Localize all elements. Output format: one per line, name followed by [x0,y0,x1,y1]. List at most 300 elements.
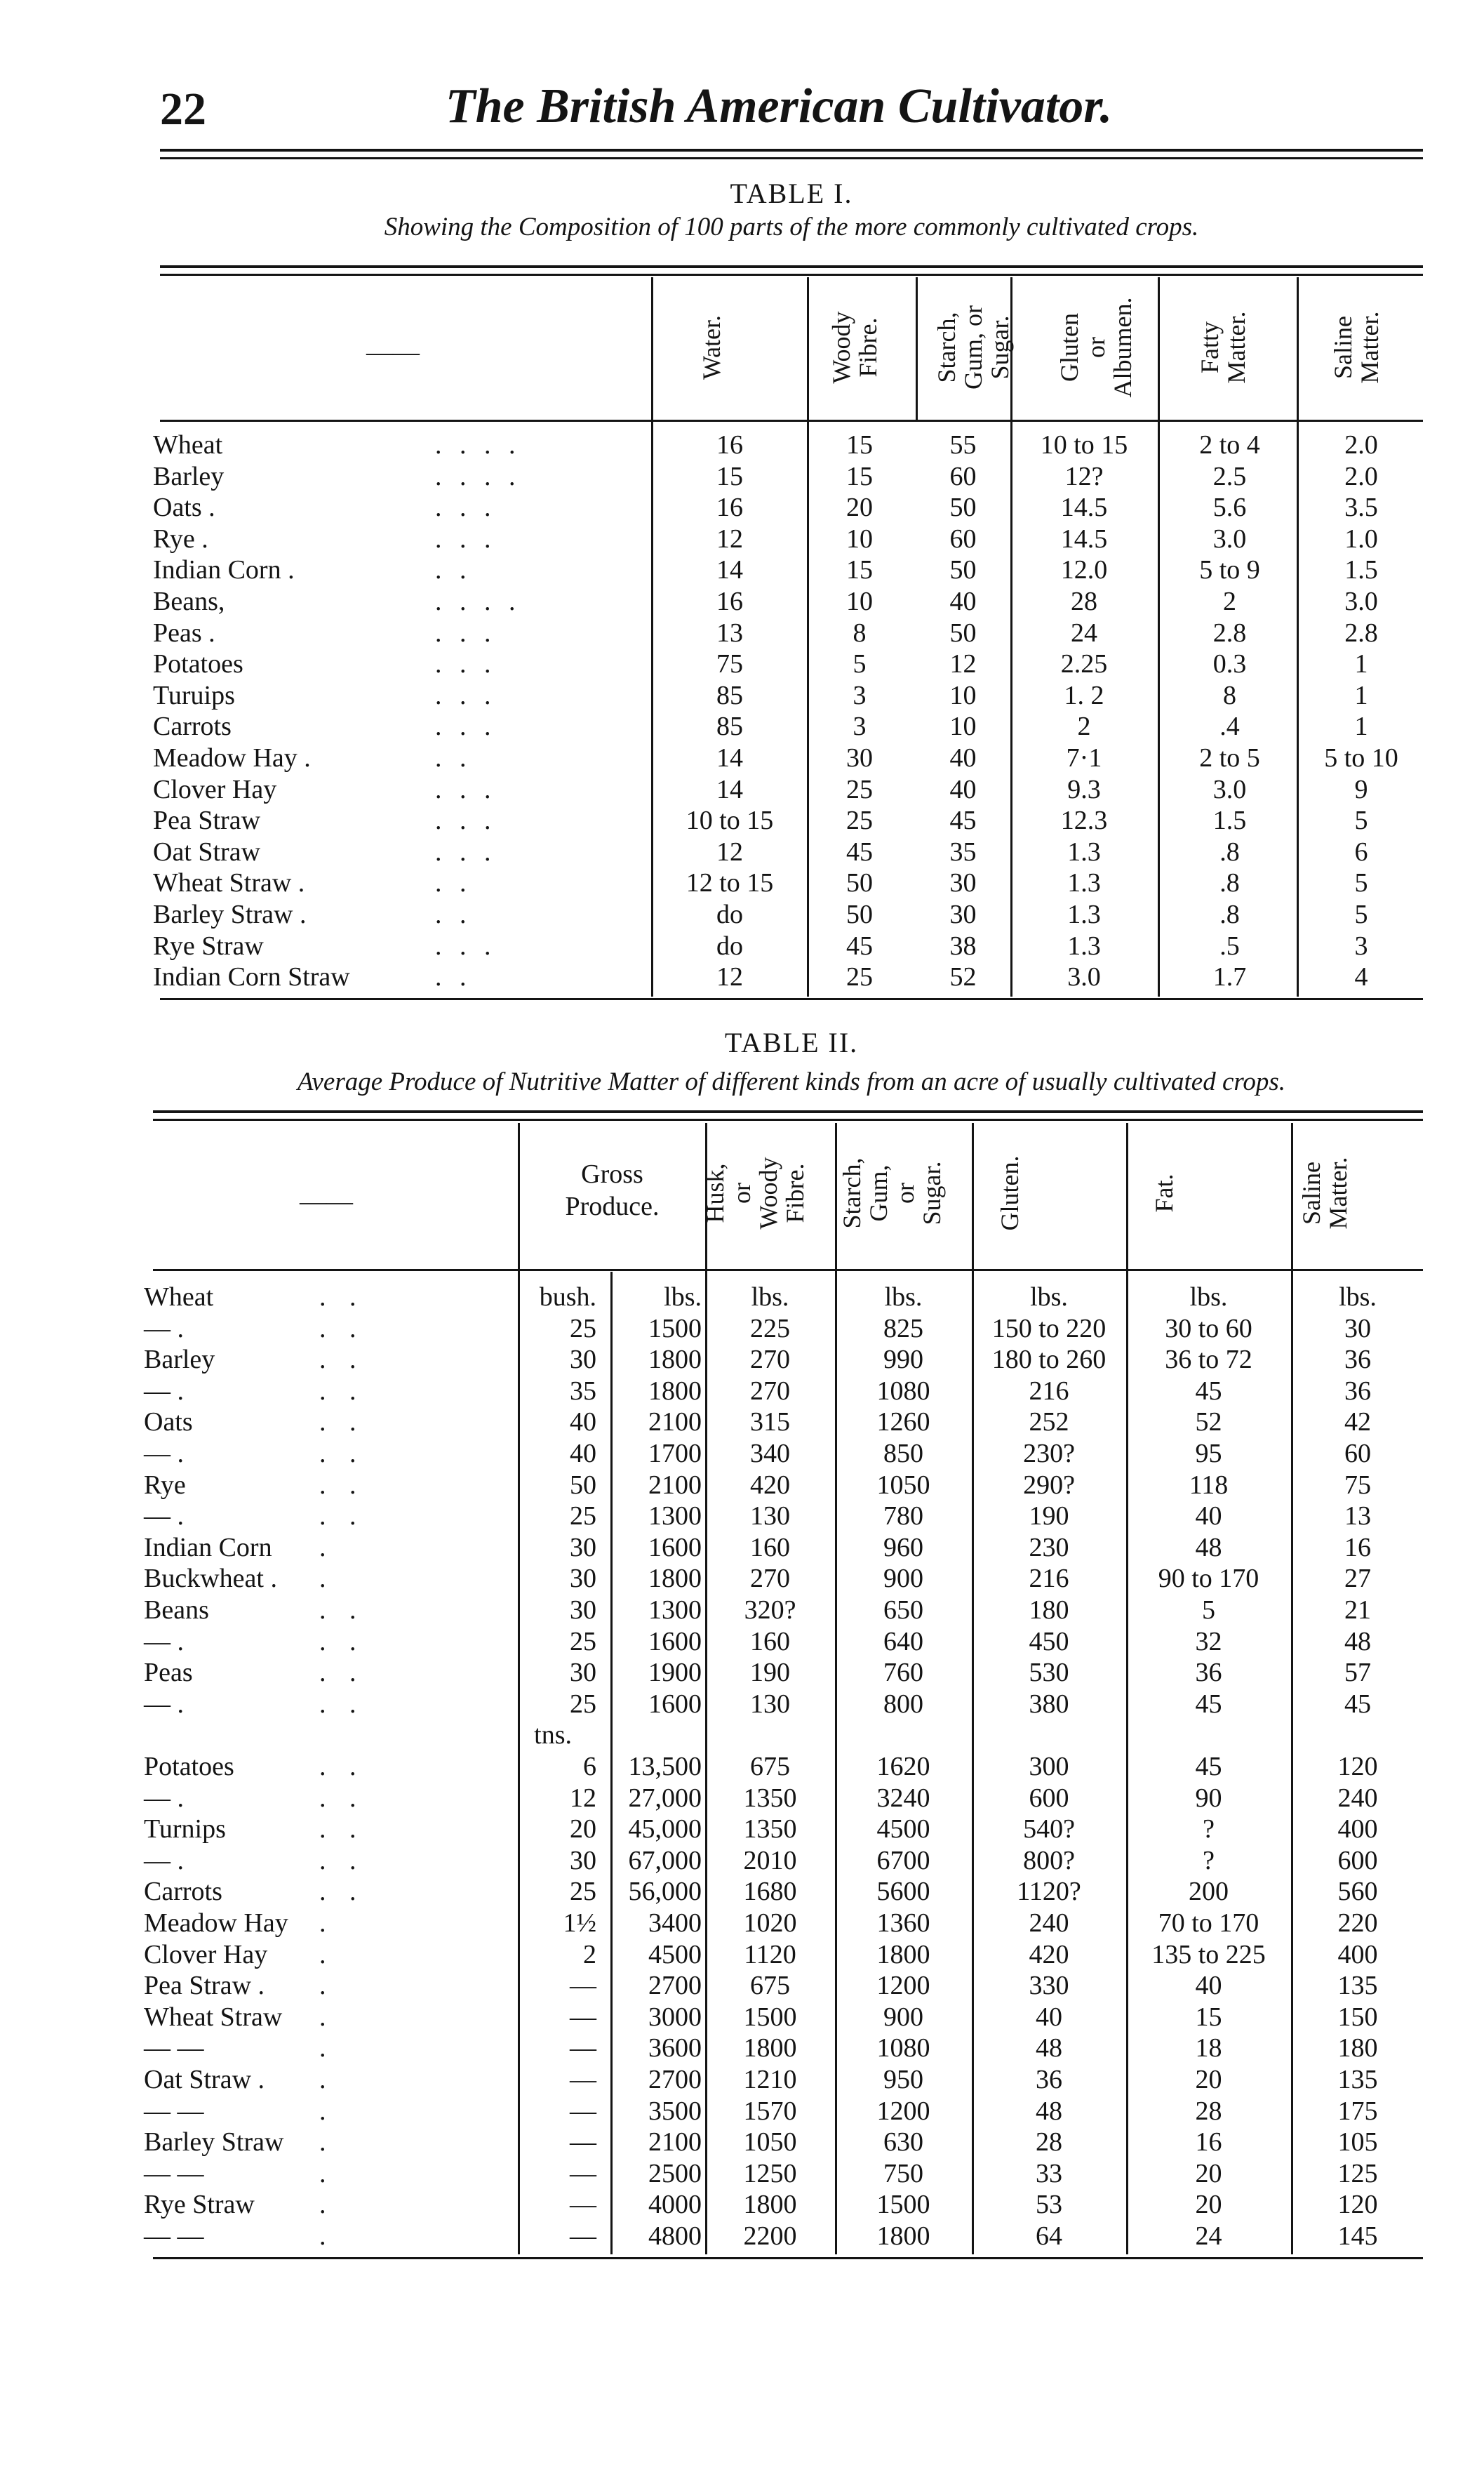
table2-crop-name: — . [144,1689,184,1719]
table2-cell-starch: 900 [883,1564,923,1594]
table1-row-dots: . . . [435,493,497,523]
page-number: 22 [160,84,206,135]
table2-row-dots: . [319,2127,335,2157]
table2-cell-starch: 630 [883,2127,923,2157]
table2-cell-starch: 6700 [876,1845,930,1875]
table1-cell-gluten: 24 [1071,618,1097,648]
table2-row-dots: . . [319,1345,365,1375]
table1-cell-saline: 2.0 [1344,430,1378,460]
table2-row-dots: . . [319,1752,365,1781]
table1-col-header: Gluten or Albumen. [1055,297,1137,398]
table2-crop-name: Clover Hay [144,1939,268,1969]
table2-cell-saline: 48 [1344,1626,1371,1656]
table1-row-dots: . . . [435,806,497,836]
table1-cell-water: 12 [716,524,743,554]
table2-cell-starch: 960 [883,1532,923,1562]
table1-cell-gluten: 2.25 [1060,649,1108,679]
table2-crop-name: — . [144,1845,184,1875]
table1-cell-saline: 6 [1354,837,1368,867]
table2-cell-gross: 4800 [648,2221,702,2251]
table2-cell-gluten: 230 [1029,1532,1069,1562]
table2-cell-husk: 420 [750,1470,790,1500]
table1-cell-gluten: 1. 2 [1064,680,1104,710]
table2-row-dots: . . [319,1407,365,1437]
table2-cell-gluten: 290? [1023,1470,1075,1500]
table2-cell-fat: 118 [1189,1470,1229,1500]
table2-cell-qty: 30 [570,1595,596,1625]
table2-cell-saline: 220 [1337,1908,1378,1938]
table2-cell-husk: 1050 [743,2127,797,2157]
table2-col-rule [1291,1123,1293,2254]
table1-row-dots: . . . [435,680,497,710]
table2-cell-husk: 320? [744,1595,796,1625]
table2-crop-name: — . [144,1376,184,1406]
table2-cell-fat: 40 [1195,1501,1222,1531]
table2-cell-qty: 30 [570,1658,596,1688]
table1-cell-fibre: 45 [846,931,873,961]
table1-crop-name: Indian Corn . [153,555,295,585]
table2-col-header: Starch, Gum, or Sugar. [838,1157,946,1229]
table2-cell-saline: 13 [1344,1501,1371,1531]
table2-cell-gross: 4500 [648,1939,702,1969]
table2-cell-gluten: 40 [1036,2002,1062,2032]
table2-cell-gluten: 420 [1029,1939,1069,1969]
table1-cell-fibre: 15 [846,555,873,585]
table1-row-dots: . . [435,900,472,929]
table2-cell-qty: 30 [570,1345,596,1375]
table2-cell-fat: 20 [1195,2158,1222,2188]
table2-cell-gluten: 190 [1029,1501,1069,1531]
table2-cell-husk: 190 [750,1658,790,1688]
table1-cell-fibre: 10 [846,524,873,554]
table2-unit-saline: lbs. [1339,1282,1377,1312]
table2-unit-starch: lbs. [884,1282,923,1312]
table2-cell-qty: — [570,1971,596,2001]
table2-row-dots: . . [319,1282,365,1312]
table2-unit-gross: lbs. [664,1282,702,1312]
table2-col-rule [835,1123,837,2254]
page-title: The British American Cultivator. [445,79,1113,133]
table2-cell-fat: 45 [1195,1376,1222,1406]
table2-crop-name: Barley [144,1345,215,1375]
table1-cell-gluten: 12.3 [1060,806,1108,836]
table1-row-dots: . . . . [435,430,521,460]
table2-crop-name: — . [144,1439,184,1468]
table2-cell-saline: 240 [1337,1783,1378,1813]
table2-cell-husk: 225 [750,1313,790,1343]
table1-cell-fat: 3.0 [1212,524,1247,554]
table2-crop-name: Rye [144,1470,186,1500]
table1-cell-gluten: 9.3 [1067,774,1101,804]
table1-crop-name: Carrots [153,712,232,742]
table2-crop-name: — — [144,2096,204,2126]
table2-cell-gross: 2700 [648,1971,702,2001]
table1-cell-gluten: 7·1 [1066,743,1102,773]
table2-cell-starch: 1500 [876,2190,930,2220]
table1-row-dots: . . . . [435,461,521,491]
table1-cell-water: 12 [716,962,743,992]
table2-cell-saline: 60 [1344,1439,1371,1468]
table1-cell-starch: 50 [949,555,977,585]
table1-crop-name: Turuips [153,680,235,710]
table2-crop-name: Turnips [144,1814,226,1844]
table2-cell-starch: 5600 [876,1877,930,1907]
table2-cell-saline: 16 [1344,1532,1371,1562]
table2-crop-name: — — [144,2033,204,2063]
table1-cell-fat: 5.6 [1212,493,1247,523]
table2-cell-gross: 27,000 [628,1783,702,1813]
table2-cell-qty: 2 [583,1939,596,1969]
table2-cell-gross: 1800 [648,1376,702,1406]
table2-cell-gross: 1600 [648,1689,702,1719]
table1-cell-starch: 30 [949,900,977,929]
table2-cell-qty: 30 [570,1845,596,1875]
table2-cell-fat: 90 [1195,1783,1222,1813]
table2-row-dots: . [319,1564,335,1594]
table2-cell-saline: 45 [1344,1689,1371,1719]
table1-cell-starch: 40 [949,743,977,773]
table2-cell-gluten: 600 [1029,1783,1069,1813]
table2-cell-saline: 36 [1344,1376,1371,1406]
table2-cell-gross: 1700 [648,1439,702,1468]
table2-cell-husk: 2200 [743,2221,797,2251]
table2-cell-gross: 3400 [648,1908,702,1938]
table1-cell-starch: 50 [949,493,977,523]
table1-row-dots: . . . [435,837,497,867]
table1-cell-fibre: 10 [846,587,873,616]
table2-cell-starch: 750 [883,2158,923,2188]
table1-cell-gluten: 28 [1071,587,1097,616]
table2-row-dots: . . [319,1439,365,1468]
table2-cell-gluten: 53 [1036,2190,1062,2220]
table2-cell-husk: 1350 [743,1814,797,1844]
table1-row-dots: . . . [435,931,497,961]
table2-cell-qty: 40 [570,1407,596,1437]
table1-cell-fibre: 45 [846,837,873,867]
table2-cell-fat: 28 [1195,2096,1222,2126]
table1-crop-name: Potatoes [153,649,243,679]
table2-cell-husk: 1020 [743,1908,797,1938]
table1-cell-fat: 8 [1223,680,1236,710]
table1-cell-saline: 5 [1354,900,1368,929]
table2-cell-saline: 120 [1337,1752,1378,1781]
table1-cell-saline: 3.0 [1344,587,1378,616]
table1-crop-name: Clover Hay [153,774,277,804]
table1-cell-saline: 1 [1354,712,1368,742]
table2-crop-name: Beans [144,1595,209,1625]
table1-header-rule [160,420,1423,422]
table2-cell-starch: 1620 [876,1752,930,1781]
table2-row-dots: . [319,2190,335,2220]
table2-top-rule [153,1110,1423,1113]
table1-cell-fibre: 5 [853,649,867,679]
table2-cell-gross: 3600 [648,2033,702,2063]
table2-cell-gross: 56,000 [628,1877,702,1907]
table1-cell-water: 10 to 15 [686,806,774,836]
table1-cell-fat: 1.7 [1212,962,1247,992]
table2-cell-husk: 1120 [744,1939,796,1969]
table2-cell-gross: 13,500 [628,1752,702,1781]
table2-unit-fat: lbs. [1189,1282,1228,1312]
table1-cell-starch: 60 [949,524,977,554]
table2-cell-gluten: 216 [1029,1376,1069,1406]
table2-col-rule [518,1123,520,2254]
table2-cell-starch: 4500 [876,1814,930,1844]
table1-cell-starch: 60 [949,461,977,491]
table2-crop-name: Oat Straw . [144,2065,265,2094]
table2-cell-husk: 1210 [743,2065,797,2094]
table2-cell-qty: 30 [570,1532,596,1562]
table1-cell-water: 14 [716,743,743,773]
table2-row-dots: . . [319,1595,365,1625]
table2-cell-gluten: 180 [1029,1595,1069,1625]
table2-cell-gluten: 530 [1029,1658,1069,1688]
table2-cell-husk: 270 [750,1564,790,1594]
table2-cell-qty: — [570,2002,596,2032]
table1-cell-fat: 1.5 [1212,806,1247,836]
table2-crop-name: — . [144,1501,184,1531]
table1-caption: TABLE I. [730,178,853,209]
table2-cell-gross: 1300 [648,1501,702,1531]
table2-crop-name: — . [144,1783,184,1813]
table1-cell-water: 16 [716,430,743,460]
table2-row-dots: . . [319,1313,365,1343]
table2-cell-husk: 1800 [743,2033,797,2063]
table2-unit-gluten: lbs. [1030,1282,1068,1312]
table1-cell-fat: .8 [1219,837,1240,867]
table1-cell-fat: .4 [1219,712,1240,742]
table1-cell-water: 13 [716,618,743,648]
table2-cell-gross: 4000 [648,2190,702,2220]
table1-cell-fibre: 15 [846,430,873,460]
table2-col-rule [972,1123,974,2254]
table2-cell-starch: 825 [883,1313,923,1343]
table1-col-rule [807,277,809,997]
table2-row-dots: . [319,1939,335,1969]
table2-crop-name: Meadow Hay [144,1908,288,1938]
table2-cell-fat: ? [1203,1814,1215,1844]
table2-cell-saline: 105 [1337,2127,1378,2157]
table1-row-dots: . . . [435,774,497,804]
table2-cell-husk: 130 [750,1501,790,1531]
table1-cell-gluten: 1.3 [1067,837,1101,867]
table2-cell-husk: 1350 [743,1783,797,1813]
table2-cell-gluten: 1120? [1017,1877,1081,1907]
table2-top-rule-2 [153,1119,1423,1121]
table2-stub-header: —— [300,1187,353,1216]
table1-cell-fat: 0.3 [1212,649,1247,679]
table2-cell-fat: 16 [1195,2127,1222,2157]
table1-cell-saline: 1.0 [1344,524,1378,554]
table1-crop-name: Barley [153,461,225,491]
table1-cell-gluten: 14.5 [1060,524,1108,554]
table2-cell-fat: 24 [1195,2221,1222,2251]
table2-row-dots: . . [319,1814,365,1844]
table2-cell-gluten: 48 [1036,2033,1062,2063]
table1-subtitle: Showing the Composition of 100 parts of the more commonly cultivated crops. [384,213,1199,241]
table2-row-dots: . [319,2158,335,2188]
table2-cell-gross: 1800 [648,1345,702,1375]
table1-cell-fat: 2.5 [1212,461,1247,491]
table2-cell-qty: — [570,2096,596,2126]
table2-cell-starch: 1080 [876,1376,930,1406]
table2-cell-fat: 200 [1189,1877,1229,1907]
table1-cell-fibre: 50 [846,900,873,929]
table2-row-dots: . [319,2033,335,2063]
table2-row-dots: . . [319,1783,365,1813]
table2-cell-saline: 125 [1337,2158,1378,2188]
table1-row-dots: . . [435,743,472,773]
table2-cell-gross: 1800 [648,1564,702,1594]
table2-crop-name: — . [144,1313,184,1343]
table2-crop-name: Wheat Straw [144,2002,283,2032]
table1-cell-water: do [716,900,743,929]
table2-cell-qty: — [570,2190,596,2220]
table2-cell-gluten: 450 [1029,1626,1069,1656]
table1-crop-name: Beans, [153,587,225,616]
table2-cell-fat: 135 to 225 [1151,1939,1266,1969]
table2-tons-label: tns. [534,1720,572,1750]
table2-cell-fat: 15 [1195,2002,1222,2032]
table2-cell-saline: 57 [1344,1658,1371,1688]
table1-cell-fat: .8 [1219,868,1240,898]
table2-cell-gluten: 48 [1036,2096,1062,2126]
table2-row-dots: . . [319,1501,365,1531]
table2-cell-starch: 800 [883,1689,923,1719]
table2-cell-qty: 12 [570,1783,596,1813]
table2-cell-starch: 850 [883,1439,923,1468]
table1-crop-name: Rye . [153,524,208,554]
table2-col-rule [610,1272,613,2254]
table2-cell-fat: 90 to 170 [1158,1564,1259,1594]
table2-cell-starch: 1260 [876,1407,930,1437]
table2-cell-qty: 25 [570,1877,596,1907]
table2-cell-husk: 1570 [743,2096,797,2126]
table2-cell-saline: 560 [1337,1877,1378,1907]
table1-col-header: Woody Fibre. [827,311,882,384]
table1-cell-starch: 50 [949,618,977,648]
table2-cell-saline: 120 [1337,2190,1378,2220]
table1-cell-fibre: 25 [846,774,873,804]
table1-cell-water: 14 [716,555,743,585]
table2-cell-gluten: 380 [1029,1689,1069,1719]
table1-cell-fat: 2 to 5 [1199,743,1260,773]
table1-col-rule [1158,277,1160,997]
table2-crop-name: Potatoes [144,1752,234,1781]
table2-cell-gross: 3500 [648,2096,702,2126]
table1-cell-saline: 3.5 [1344,493,1378,523]
table2-cell-fat: 32 [1195,1626,1222,1656]
table1-crop-name: Oat Straw [153,837,261,867]
table2-cell-starch: 1800 [876,1939,930,1969]
table1-row-dots: . . . [435,712,497,742]
table2-col-header: Saline Matter. [1297,1157,1352,1230]
table1-cell-gluten: 3.0 [1067,962,1101,992]
table2-cell-qty: 25 [570,1689,596,1719]
table2-cell-gross: 3000 [648,2002,702,2032]
table2-cell-gross: 1600 [648,1532,702,1562]
table1-row-dots: . . . [435,524,497,554]
table1-cell-starch: 40 [949,587,977,616]
table1-cell-fat: 2.8 [1212,618,1247,648]
table1-cell-fibre: 50 [846,868,873,898]
table2-cell-gluten: 33 [1036,2158,1062,2188]
table1-cell-saline: 5 [1354,806,1368,836]
table1-cell-water: 15 [716,461,743,491]
table2-cell-qty: — [570,2158,596,2188]
table2-cell-fat: 5 [1202,1595,1215,1625]
table1-cell-fibre: 30 [846,743,873,773]
table2-crop-name: — — [144,2221,204,2251]
table1-row-dots: . . . [435,649,497,679]
table2-cell-saline: 42 [1344,1407,1371,1437]
table2-row-dots: . [319,2221,335,2251]
table2-row-dots: . [319,2096,335,2126]
table2-cell-fat: 36 [1195,1658,1222,1688]
table2-cell-fat: 36 to 72 [1165,1345,1252,1375]
table2-cell-gluten: 230? [1023,1439,1075,1468]
table1-cell-fibre: 25 [846,806,873,836]
table1-col-header: Saline Matter. [1329,311,1384,384]
table1-cell-saline: 5 to 10 [1324,743,1398,773]
table1-row-dots: . . [435,962,472,992]
table2-cell-qty: — [570,2127,596,2157]
table2-cell-gross: 2100 [648,2127,702,2157]
table1-cell-saline: 1 [1354,649,1368,679]
table2-row-dots: . [319,1908,335,1938]
table1-cell-water: 12 to 15 [686,868,774,898]
table1-cell-water: 85 [716,680,743,710]
table1-cell-starch: 35 [949,837,977,867]
table1-cell-starch: 10 [949,712,977,742]
table1-crop-name: Wheat Straw . [153,868,305,898]
table1-cell-gluten: 1.3 [1067,931,1101,961]
table2-row-dots: . . [319,1470,365,1500]
table2-cell-starch: 1050 [876,1470,930,1500]
table1-col-header: Water. [697,314,726,380]
table2-cell-qty: 40 [570,1439,596,1468]
table1-top-rule [160,265,1423,268]
table2-cell-starch: 760 [883,1658,923,1688]
table2-cell-saline: 600 [1337,1845,1378,1875]
table2-crop-name: Oats [144,1407,193,1437]
table1-col-rule [916,277,918,421]
table2-cell-fat: 70 to 170 [1158,1908,1259,1938]
table2-crop-name: — . [144,1626,184,1656]
table2-cell-saline: 27 [1344,1564,1371,1594]
table2-cell-starch: 1080 [876,2033,930,2063]
table1-cell-water: 12 [716,837,743,867]
table1-cell-fibre: 8 [853,618,867,648]
table1-bottom-rule [160,998,1423,1000]
table2-cell-gluten: 800? [1023,1845,1075,1875]
table1-cell-saline: 2.8 [1344,618,1378,648]
table2-col-rule [705,1123,707,2254]
table1-cell-saline: 2.0 [1344,461,1378,491]
table1-crop-name: Pea Straw [153,806,261,836]
table2-cell-gluten: 180 to 260 [991,1345,1107,1375]
table1-col-header: Fatty Matter. [1196,311,1250,384]
table1-col-header: Starch, Gum, or Sugar. [932,305,1014,390]
table2-row-dots: . . [319,1689,365,1719]
table2-cell-gluten: 28 [1036,2127,1062,2157]
table2-cell-husk: 270 [750,1345,790,1375]
table2-cell-qty: 20 [570,1814,596,1844]
table2-row-dots: . . [319,1626,365,1656]
table2-cell-gluten: 252 [1029,1407,1069,1437]
table2-cell-starch: 950 [883,2065,923,2094]
table2-cell-gross: 1300 [648,1595,702,1625]
